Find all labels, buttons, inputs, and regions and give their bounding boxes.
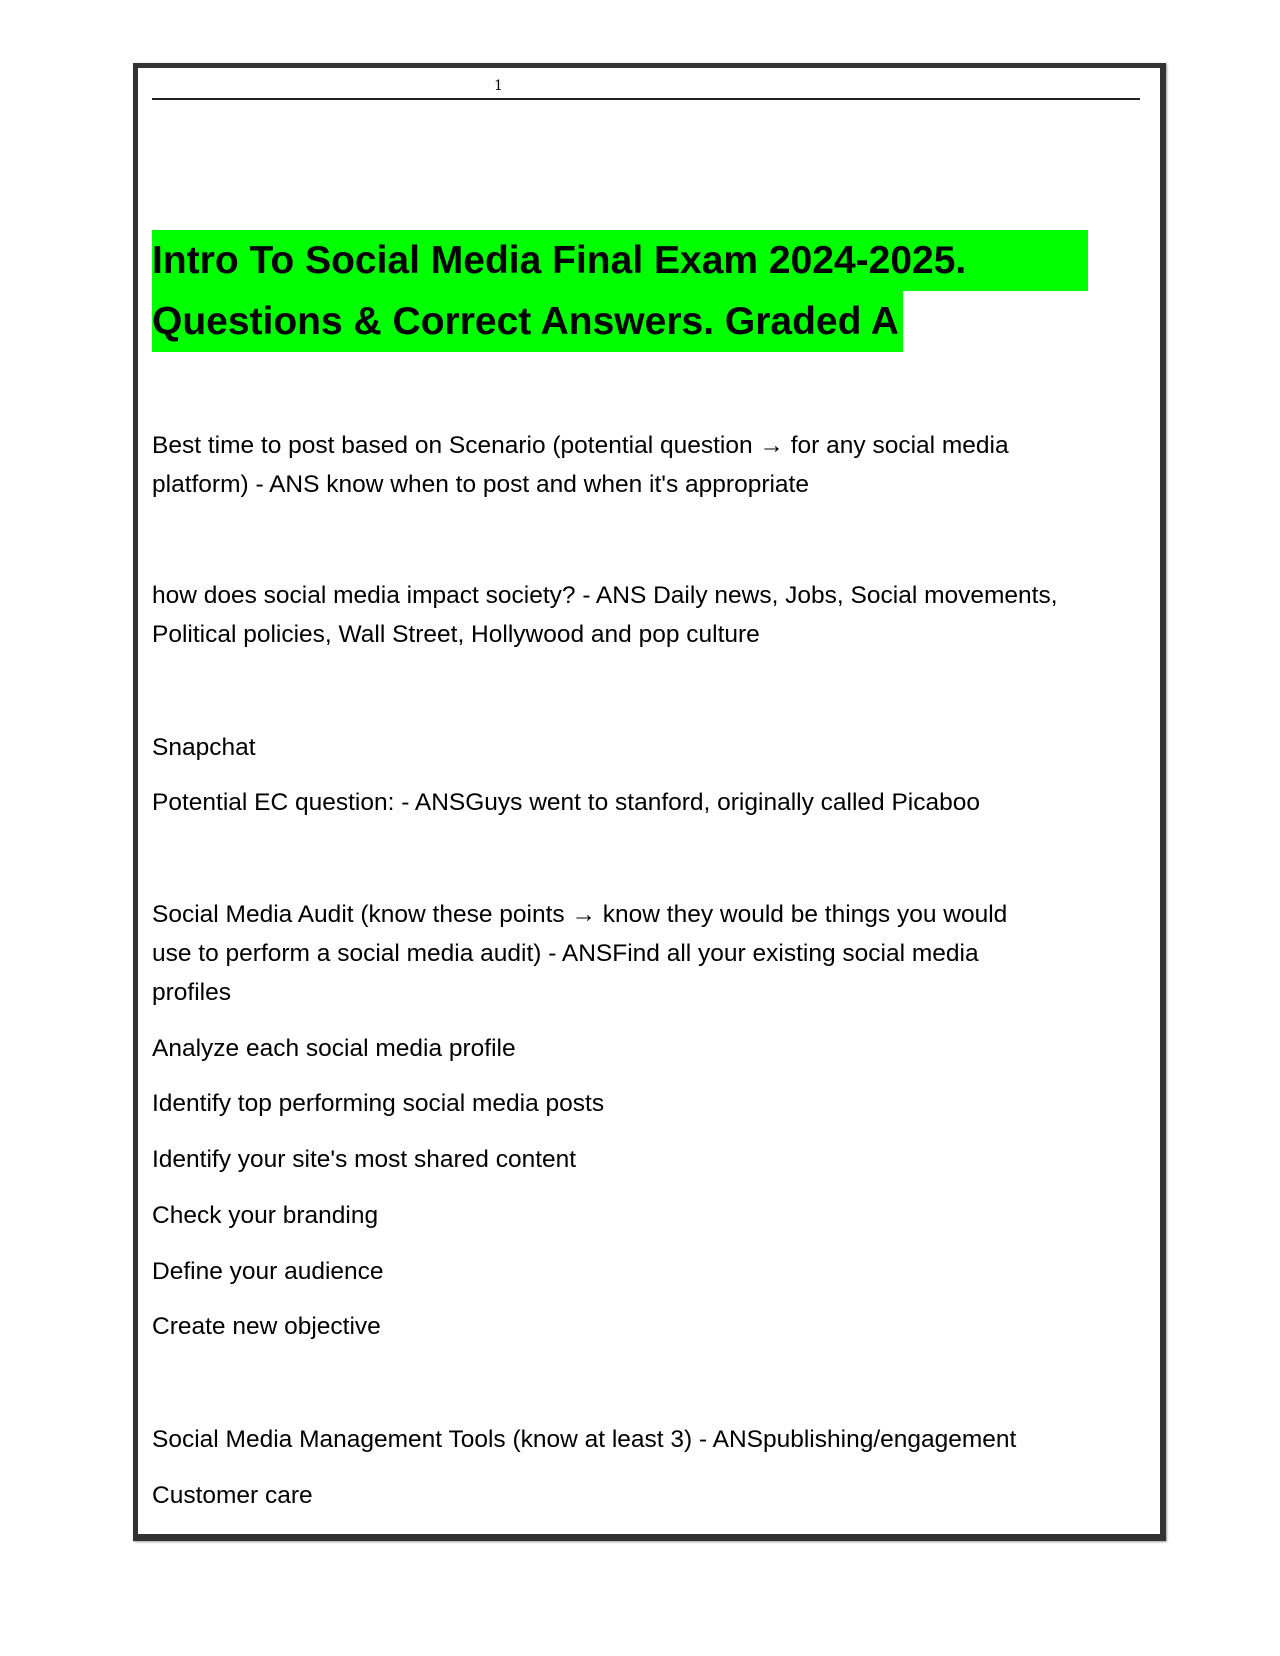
text-line: Identify your site's most shared content	[152, 1146, 577, 1173]
text-line: Check your branding	[152, 1202, 379, 1229]
text-line: Analyze each social media profile	[152, 1035, 516, 1062]
text-line: profiles	[152, 979, 231, 1006]
text-line: Define your audience	[152, 1258, 384, 1285]
text-line: Best time to post based on Scenario (potential question → for any social media	[152, 432, 1009, 459]
text-line: Identify top performing social media posts	[152, 1090, 605, 1117]
text-line: Snapchat	[152, 734, 256, 761]
text-line: Customer care	[152, 1482, 313, 1509]
text-line: Create new objective	[152, 1313, 381, 1340]
text-line: Social Media Management Tools (know at least 3) - ANSpublishing/engagement	[152, 1426, 1017, 1453]
text-line: platform) - ANS know when to post and when it's appropriate	[152, 471, 809, 498]
header-rule	[152, 98, 1140, 100]
document-title-line-2: Questions & Correct Answers. Graded A	[152, 291, 903, 352]
text-line: use to perform a social media audit) - ANSFind all your existing social media	[152, 940, 979, 967]
page-number: 1	[494, 78, 503, 94]
text-line: Potential EC question: - ANSGuys went to stanford, originally called Picaboo	[152, 789, 980, 816]
document-title-line-1: Intro To Social Media Final Exam 2024-2025.	[152, 230, 1088, 291]
text-line: how does social media impact society? - ANS Daily news, Jobs, Social movements,	[152, 582, 1058, 609]
text-line: Social Media Audit (know these points → know they would be things you would	[152, 901, 1008, 928]
text-line: Political policies, Wall Street, Hollywood and pop culture	[152, 621, 760, 648]
